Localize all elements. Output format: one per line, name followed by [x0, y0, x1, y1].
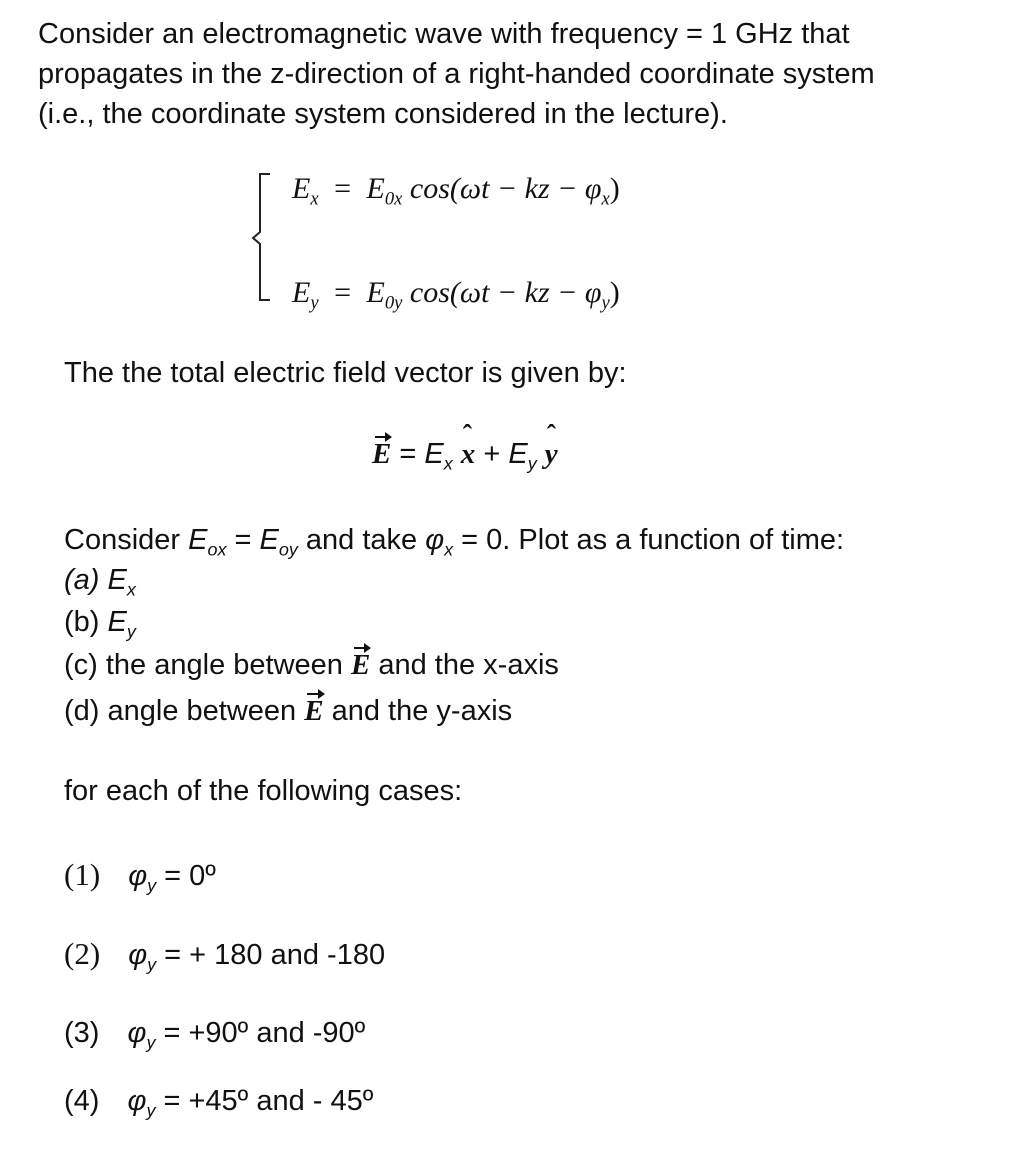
intro-line-2: propagates in the z-direction of a right-handed coordinate system	[38, 58, 875, 90]
total-plus: +	[475, 438, 509, 470]
total-ey-sub: y	[527, 453, 537, 474]
y-hat: ˆ y	[545, 438, 558, 471]
case-2	[64, 936, 386, 975]
case-4	[64, 1085, 374, 1121]
ey-lhs-sub: y	[310, 292, 319, 314]
consider-phi: φ	[425, 524, 445, 556]
case-2-value: = + 180 and -180	[156, 939, 386, 971]
consider-phi-sub: x	[444, 539, 454, 560]
case-2-sub: y	[147, 954, 157, 975]
total-ex: E	[424, 438, 444, 470]
item-a-var: E	[107, 564, 127, 596]
item-a-label: (a)	[64, 564, 108, 596]
equation-brace	[250, 172, 276, 304]
case-1-label: (1)	[64, 857, 101, 892]
ex-function: cos(ωt − kz − φ	[409, 172, 602, 205]
item-b-sub: y	[126, 621, 136, 642]
case-1-phi: φ	[128, 860, 148, 892]
total-eq: =	[391, 438, 425, 470]
item-c-post: and the x-axis	[370, 649, 559, 681]
ex-equals: =	[334, 172, 352, 205]
vector-e: E	[372, 438, 392, 470]
item-d-post: and the y-axis	[323, 695, 513, 727]
case-4-value: = +45º and - 45º	[155, 1085, 374, 1117]
consider-e1-sub: ox	[207, 539, 227, 560]
ey-amplitude-sub: 0y	[384, 292, 403, 314]
item-b-var: E	[107, 606, 127, 638]
ey-phi-sub: y	[601, 292, 610, 314]
equation-ex	[292, 172, 620, 210]
ex-phi-sub: x	[601, 188, 610, 210]
total-ex-sub: x	[443, 453, 453, 474]
case-1-sub: y	[147, 875, 157, 896]
total-ey: E	[508, 438, 528, 470]
total-field-intro: The the total electric field vector is given by:	[64, 357, 627, 389]
ey-function: cos(ωt − kz − φ	[409, 276, 602, 309]
case-3	[64, 1017, 366, 1053]
ex-amplitude: E	[366, 172, 385, 205]
case-3-value: = +90º and -90º	[155, 1017, 366, 1049]
intro-line-3: (i.e., the coordinate system considered in the lecture).	[38, 98, 728, 130]
item-a-sub: x	[126, 579, 136, 600]
case-3-label: (3)	[64, 1017, 100, 1049]
item-d-vector: E	[304, 695, 324, 727]
item-d	[64, 695, 512, 728]
total-field-equation	[372, 438, 558, 474]
consider-e2-sub: oy	[278, 539, 298, 560]
consider-lead: Consider	[64, 524, 189, 556]
case-3-sub: y	[146, 1032, 156, 1053]
consider-mid: and take	[297, 524, 426, 556]
case-2-label: (2)	[64, 936, 101, 971]
item-c-pre: (c) the angle between	[64, 649, 351, 681]
item-c	[64, 649, 559, 682]
consider-tail: = 0. Plot as a function of time:	[453, 524, 845, 556]
ey-amplitude: E	[366, 276, 385, 309]
item-b-label: (b)	[64, 606, 108, 638]
consider-e1: E	[188, 524, 208, 556]
consider-line	[64, 524, 845, 560]
ey-close: )	[609, 276, 620, 309]
case-1-value: = 0º	[156, 860, 216, 892]
ey-lhs: E	[292, 276, 311, 309]
intro-line-1: Consider an electromagnetic wave with frequency = 1 GHz that	[38, 18, 850, 50]
consider-eq: =	[226, 524, 260, 556]
cases-intro: for each of the following cases:	[64, 775, 463, 807]
x-hat: ˆ x	[461, 438, 476, 471]
item-b	[64, 606, 136, 642]
equation-ey	[292, 276, 620, 314]
item-a	[64, 564, 136, 600]
case-2-phi: φ	[128, 939, 148, 971]
case-4-sub: y	[146, 1100, 156, 1121]
item-d-pre: (d) angle between	[64, 695, 305, 727]
case-1	[64, 857, 216, 896]
ex-lhs: E	[292, 172, 311, 205]
item-c-vector: E	[350, 649, 371, 681]
consider-e2: E	[259, 524, 279, 556]
ey-equals: =	[334, 276, 352, 309]
ex-lhs-sub: x	[310, 188, 319, 210]
ex-amplitude-sub: 0x	[384, 188, 403, 210]
case-4-phi: φ	[127, 1085, 147, 1117]
case-4-label: (4)	[64, 1085, 100, 1117]
case-3-phi: φ	[127, 1017, 147, 1049]
ex-close: )	[609, 172, 620, 205]
